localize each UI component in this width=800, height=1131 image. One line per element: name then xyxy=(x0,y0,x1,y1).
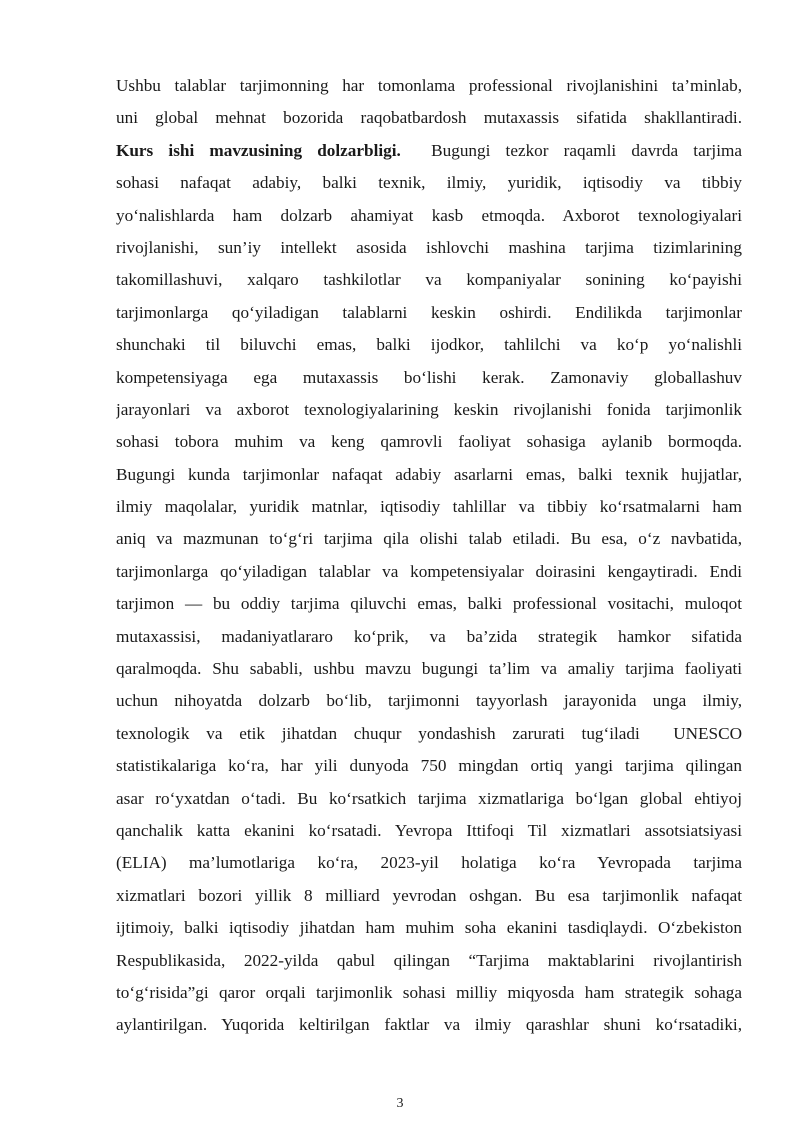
text-line xyxy=(116,426,742,458)
text-segment: tarjimonlarga qo‘yiladigan talablar va kompetensiyalar doirasini kengaytiradi. Endi xyxy=(116,561,742,581)
text-line xyxy=(116,783,742,815)
text-segment: aniq va mazmunan to‘g‘ri tarjima qila olishi talab etiladi. Bu esa, o‘z navbatida, xyxy=(116,529,742,549)
text-segment: qaralmoqda. Shu sababli, ushbu mavzu bugungi ta’lim va amaliy tarjima faoliyati xyxy=(116,659,742,679)
text-line xyxy=(116,102,742,134)
text-line xyxy=(116,329,742,361)
text-segment: (ELIA) ma’lumotlariga ko‘ra, 2023-yil holatiga ko‘ra Yevropada tarjima xyxy=(116,853,742,873)
text-segment: xizmatlari bozori yillik 8 milliard yevrodan oshgan. Bu esa tarjimonlik nafaqat xyxy=(116,885,742,905)
text-segment: tarjimonlarga qo‘yiladigan talablarni keskin oshirdi. Endilikda tarjimonlar xyxy=(116,302,742,322)
text-segment: sohasi nafaqat adabiy, balki texnik, ilmiy, yuridik, iqtisodiy va tibbiy xyxy=(116,173,742,193)
text-segment: yo‘nalishlarda ham dolzarb ahamiyat kasb etmoqda. Axborot texnologiyalari xyxy=(116,205,742,225)
text-line xyxy=(116,847,742,879)
page-number: 3 xyxy=(396,1096,404,1111)
text-segment: shunchaki til biluvchi emas, balki ijodkor, tahlilchi va ko‘p yo‘nalishli xyxy=(116,335,742,355)
text-line xyxy=(116,685,742,717)
text-line xyxy=(116,912,742,944)
text-segment: aylantirilgan. Yuqorida keltirilgan faktlar va ilmiy qarashlar shuni ko‘rsatadiki, xyxy=(116,1015,742,1035)
text-line xyxy=(116,750,742,782)
text-segment: ilmiy maqolalar, yuridik matnlar, iqtisodiy tahlillar va tibbiy ko‘rsatmalarni ham xyxy=(116,497,742,517)
text-line xyxy=(116,621,742,653)
section-heading: Kurs ishi mavzusining dolzarbligi. xyxy=(116,140,401,160)
text-segment: statistikalariga ko‘ra, har yili dunyoda 750 mingdan ortiq yangi tarjima qilingan xyxy=(116,756,742,776)
text-segment: uni global mehnat bozorida raqobatbardosh mutaxassis sifatida shakllantiradi. xyxy=(116,108,742,128)
text-segment: tarjimon — bu oddiy tarjima qiluvchi emas, balki professional vositachi, muloqot xyxy=(116,594,742,614)
text-line xyxy=(116,1009,742,1041)
text-segment: kompetensiyaga ega mutaxassis bo‘lishi kerak. Zamonaviy globallashuv xyxy=(116,367,742,387)
text-line xyxy=(116,362,742,394)
text-line xyxy=(116,880,742,912)
text-segment: texnologik va etik jihatdan chuqur yondashish zarurati tug‘iladi UNESCO xyxy=(116,723,742,743)
text-line xyxy=(116,977,742,1009)
text-line xyxy=(116,588,742,620)
text-line xyxy=(116,232,742,264)
text-line xyxy=(116,297,742,329)
text-line xyxy=(116,945,742,977)
text-line xyxy=(116,653,742,685)
text-segment: uchun nihoyatda dolzarb bo‘lib, tarjimonni tayyorlash jarayonida unga ilmiy, xyxy=(116,691,742,711)
text-line xyxy=(116,459,742,491)
text-segment: asar ro‘yxatdan o‘tadi. Bu ko‘rsatkich tarjima xizmatlariga bo‘lgan global ehtiyoj xyxy=(116,788,742,808)
text-segment: Respublikasida, 2022-yilda qabul qilingan “Tarjima maktablarini rivojlantirish xyxy=(116,950,742,970)
text-line xyxy=(116,70,742,102)
body-text xyxy=(116,70,742,1042)
text-segment: rivojlanishi, sun’iy intellekt asosida ishlovchi mashina tarjima tizimlarining xyxy=(116,237,742,257)
text-line xyxy=(116,523,742,555)
text-segment: Bugungi kunda tarjimonlar nafaqat adabiy asarlarni emas, balki texnik hujjatlar, xyxy=(116,464,742,484)
text-line xyxy=(116,718,742,750)
text-line xyxy=(116,135,742,167)
text-segment: qanchalik katta ekanini ko‘rsatadi. Yevropa Ittifoqi Til xizmatlari assotsiatsiyasi xyxy=(116,820,742,840)
text-segment: Bugungi tezkor raqamli davrda tarjima xyxy=(400,140,742,160)
text-segment: Ushbu talablar tarjimonning har tomonlama professional rivojlanishini ta’minlab, xyxy=(116,76,742,95)
text-segment: sohasi tobora muhim va keng qamrovli faoliyat sohasiga aylanib bormoqda. xyxy=(116,432,742,452)
text-line xyxy=(116,200,742,232)
text-line xyxy=(116,394,742,426)
text-line xyxy=(116,264,742,296)
text-segment: to‘g‘risida”gi qaror orqali tarjimonlik sohasi milliy miqyosda ham strategik sohaga xyxy=(116,982,742,1002)
text-line xyxy=(116,491,742,523)
text-segment: mutaxassisi, madaniyatlararo ko‘prik, va ba’zida strategik hamkor sifatida xyxy=(116,626,742,646)
text-line xyxy=(116,167,742,199)
text-segment: takomillashuvi, xalqaro tashkilotlar va kompaniyalar sonining ko‘payishi xyxy=(116,270,742,290)
text-line xyxy=(116,556,742,588)
text-segment: ijtimoiy, balki iqtisodiy jihatdan ham muhim soha ekanini tasdiqlaydi. O‘zbekiston xyxy=(116,918,742,938)
text-segment: jarayonlari va axborot texnologiyalarining keskin rivojlanishi fonida tarjimonlik xyxy=(116,399,742,419)
text-line xyxy=(116,815,742,847)
